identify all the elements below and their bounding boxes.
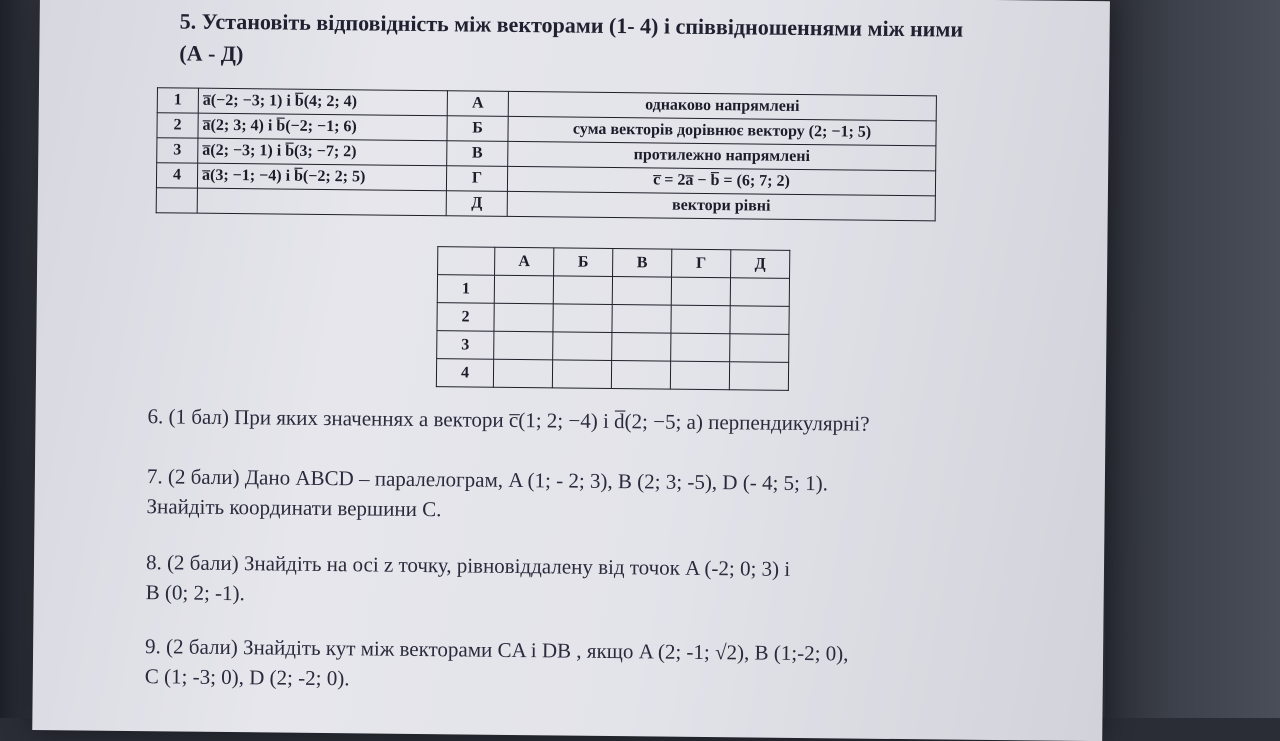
worksheet-content bbox=[32, 0, 1110, 741]
task8-line1: 8. (2 бали) Знайдіть на осі z точку, рівновіддалену від точок A (-2; 0; 3) і bbox=[145, 550, 791, 581]
worksheet-page bbox=[32, 0, 1110, 741]
task5-heading bbox=[179, 5, 1010, 77]
answer-cell[interactable] bbox=[553, 304, 612, 333]
answer-column-header: А bbox=[495, 247, 554, 276]
relation-letter: Г bbox=[446, 166, 507, 192]
answer-cell[interactable] bbox=[671, 305, 730, 334]
task5-heading-line1: 5. Установіть відповідність між векторами (1- 4) і співвідношеннями між ними bbox=[179, 8, 964, 42]
task8 bbox=[146, 547, 1027, 617]
answer-column-header: Б bbox=[554, 248, 613, 277]
task9-line1: 9. (2 бали) Знайдіть кут між векторами CA і DB , якщо A (2; -1; √2), B (1;-2; 0), bbox=[145, 634, 849, 666]
answer-cell[interactable] bbox=[553, 276, 612, 305]
pair-number: 3 bbox=[157, 138, 198, 163]
answer-row bbox=[436, 359, 788, 391]
answer-cell[interactable] bbox=[494, 275, 553, 304]
task6-line1: 6. (1 бал) При яких значеннях a вектори c̅(1; 2; −4) і d̅(2; −5; a) перпендикулярні? bbox=[147, 404, 870, 436]
answer-cell[interactable] bbox=[729, 362, 788, 391]
answer-cell[interactable] bbox=[553, 332, 612, 361]
answer-cell[interactable] bbox=[730, 334, 789, 363]
answer-row-number: 2 bbox=[437, 303, 494, 332]
matching-table bbox=[156, 87, 937, 221]
answer-row bbox=[437, 275, 789, 307]
answer-cell[interactable] bbox=[671, 277, 730, 306]
answer-cell[interactable] bbox=[494, 331, 553, 360]
task7 bbox=[146, 461, 1027, 531]
pair-number: 1 bbox=[157, 88, 198, 113]
relation-letter: Б bbox=[447, 116, 508, 142]
task8-line2: B (0; 2; -1). bbox=[145, 580, 245, 606]
answer-column-header: Д bbox=[731, 250, 790, 279]
task9 bbox=[145, 631, 1026, 701]
answer-row-number: 3 bbox=[437, 331, 494, 360]
answer-row bbox=[437, 331, 789, 363]
answer-cell[interactable] bbox=[494, 303, 553, 332]
task7-line2: Знайдіть координати вершини C. bbox=[146, 494, 442, 522]
answer-cell[interactable] bbox=[612, 333, 671, 362]
answer-cell[interactable] bbox=[730, 278, 789, 307]
task5-heading-line2: (А - Д) bbox=[179, 40, 244, 67]
pair-vectors: a̅(2; 3; 4) і b̅(−2; −1; 6) bbox=[198, 113, 447, 141]
pair-number bbox=[156, 188, 197, 213]
answer-row-number: 1 bbox=[437, 275, 494, 304]
pair-vectors: a̅(−2; −3; 1) і b̅(4; 2; 4) bbox=[198, 88, 447, 116]
pair-vectors: a̅(2; −3; 1) і b̅(3; −7; 2) bbox=[198, 138, 447, 166]
relation-text: вектори рівні bbox=[507, 191, 935, 220]
pair-vectors: a̅(3; −1; −4) і b̅(−2; 2; 5) bbox=[197, 163, 446, 191]
monitor-edge bbox=[1105, 0, 1280, 718]
relation-text: сума векторів дорівнює вектору (2; −1; 5) bbox=[508, 116, 936, 145]
task6 bbox=[147, 401, 1027, 441]
relation-text: протилежно напрямлені bbox=[508, 141, 936, 170]
answer-column-header: В bbox=[613, 249, 672, 278]
answer-cell[interactable] bbox=[730, 306, 789, 335]
relation-letter: В bbox=[447, 141, 508, 167]
pair-number: 2 bbox=[157, 113, 198, 138]
relation-text: однаково напрямлені bbox=[508, 91, 936, 120]
answer-cell[interactable] bbox=[670, 361, 729, 390]
answer-column-header bbox=[438, 247, 495, 276]
task9-line2: C (1; -3; 0), D (2; -2; 0). bbox=[144, 664, 350, 691]
task7-line1: 7. (2 бали) Дано ABCD – паралелограм, A (1; - 2; 3), B (2; 3; -5), D (- 4; 5; 1). bbox=[146, 464, 829, 496]
answer-grid bbox=[436, 246, 790, 391]
answer-cell[interactable] bbox=[493, 359, 552, 388]
answer-cell[interactable] bbox=[612, 305, 671, 334]
relation-letter: Д bbox=[446, 191, 507, 217]
relation-letter: А bbox=[447, 91, 508, 117]
answer-cell[interactable] bbox=[611, 361, 670, 390]
answer-row-number: 4 bbox=[436, 359, 493, 388]
pair-number: 4 bbox=[156, 163, 197, 188]
relation-text: c̅ = 2a̅ − b̅ = (6; 7; 2) bbox=[507, 166, 935, 195]
answer-cell[interactable] bbox=[612, 277, 671, 306]
pair-vectors bbox=[197, 188, 446, 216]
answer-cell[interactable] bbox=[671, 333, 730, 362]
answer-row bbox=[437, 303, 789, 335]
answer-column-header: Г bbox=[672, 249, 731, 278]
answer-cell[interactable] bbox=[552, 360, 611, 389]
